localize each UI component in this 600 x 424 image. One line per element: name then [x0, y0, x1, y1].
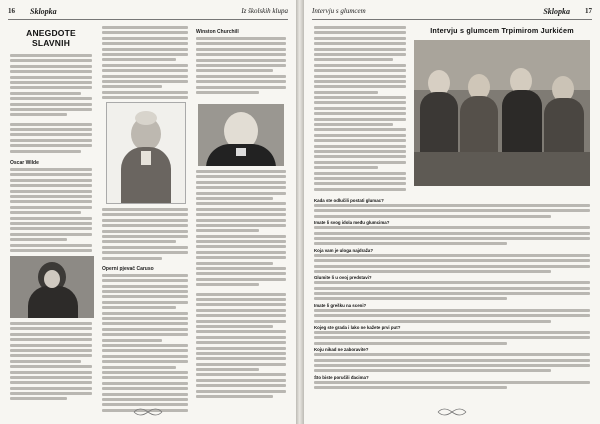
magazine-logo-left: Sklopka	[30, 7, 57, 16]
page-number-right: 17	[585, 7, 592, 15]
interview-title-box	[412, 26, 592, 38]
left-column-3-bottom	[196, 170, 286, 402]
left-page	[0, 0, 296, 424]
question-8: Što biste poručili đacima?	[314, 374, 369, 380]
page-number-left: 16	[8, 7, 15, 15]
question-2: Imate li svog idola među glumcima?	[314, 220, 390, 226]
page-ornament-left	[132, 406, 164, 418]
left-column-2-bottom	[102, 208, 188, 414]
section-heading-wilde: Oscar Wilde	[10, 160, 39, 167]
magazine-logo-right: Sklopka	[543, 7, 570, 16]
question-7: Koju nikad ne zaboravite?	[314, 347, 369, 353]
winston-churchill-photo	[198, 104, 284, 166]
section-heading-churchill: Winston Churchill	[196, 29, 239, 35]
running-head-right: Intervju s glumcem	[312, 7, 366, 15]
question-4: Glumite li u ovoj predstavi?	[314, 275, 372, 281]
article-title: ANEGDOTE SLAVNIH	[26, 28, 76, 48]
spread-gutter	[296, 0, 304, 424]
oscar-wilde-photo	[10, 256, 94, 318]
page-ornament-right	[436, 406, 468, 418]
right-page-header	[312, 5, 592, 20]
george-washington-portrait	[106, 102, 186, 204]
left-page-header	[8, 5, 288, 20]
question-3: Koja vam je uloga najdraža?	[314, 247, 374, 253]
interview-qa	[314, 196, 590, 406]
section-heading-caruso: Operni pjevač Caruso	[102, 265, 154, 272]
right-page	[304, 0, 600, 424]
question-5: Imate li grešku na sceni?	[314, 302, 367, 308]
left-column-1	[10, 28, 92, 253]
question-1: Kada ste odlučili postati glumac?	[314, 198, 384, 203]
left-column-2-top	[102, 26, 188, 100]
interview-intro	[314, 26, 406, 194]
left-column-1-lower	[10, 322, 92, 414]
running-head-left: Iz školskih klupa	[241, 7, 288, 15]
interview-title: Intervju s glumcem Trpimirom Jurkićem	[430, 26, 574, 35]
interview-group-photo	[414, 40, 590, 186]
left-column-3-top	[196, 28, 286, 103]
question-6: Kojeg ste grada i lako ne kažete prvi put?	[314, 325, 401, 331]
